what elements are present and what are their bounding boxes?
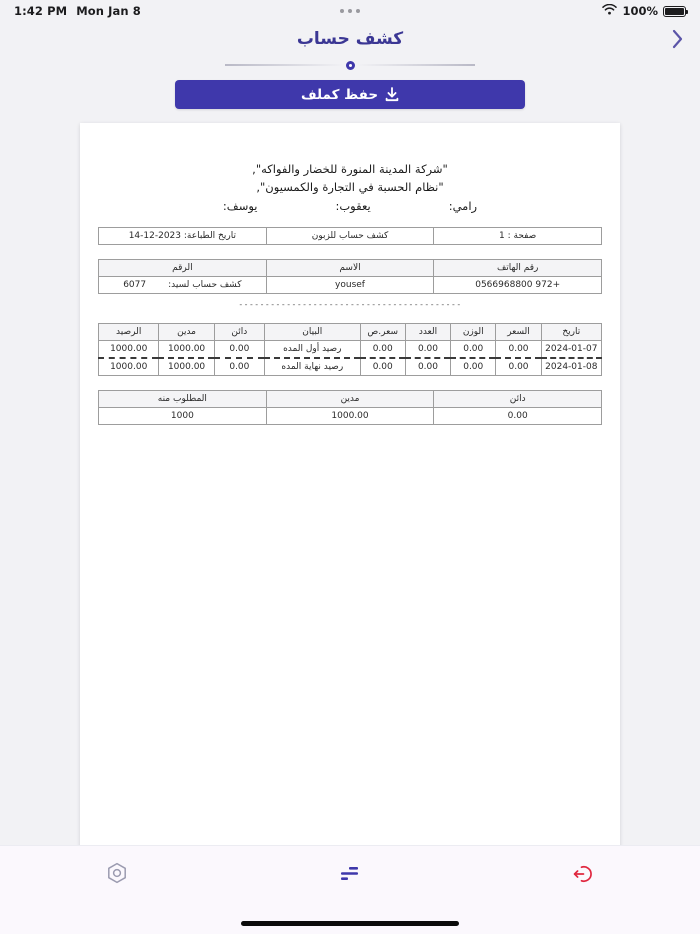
table-row bbox=[99, 276, 602, 293]
col-number: الرقم bbox=[99, 259, 267, 276]
owner-names-row bbox=[98, 199, 602, 213]
print-info-table bbox=[98, 227, 602, 245]
cell-count: 0.00 bbox=[405, 358, 450, 376]
page-number-cell: صفحة : 1 bbox=[434, 227, 602, 244]
col-weight: الوزن bbox=[451, 323, 496, 340]
save-button-label: حفظ كملف bbox=[300, 86, 379, 103]
print-date-cell: تاريخ الطباعة: 2023-12-14 bbox=[99, 227, 267, 244]
cell-balance: 1000.00 bbox=[99, 358, 159, 376]
bottom-tab-bar bbox=[0, 845, 700, 934]
hex-nut-icon bbox=[106, 862, 128, 890]
col-debit-total: مدين bbox=[266, 390, 434, 407]
customer-table bbox=[98, 259, 602, 294]
summary-table bbox=[98, 390, 602, 425]
table-header-row bbox=[99, 323, 602, 340]
battery-icon bbox=[663, 6, 686, 17]
cell-price: 0.00 bbox=[496, 358, 541, 376]
company-name-line: "شركة المدينة المنورة للخضار والفواكه", bbox=[252, 162, 448, 176]
status-bar-right bbox=[602, 4, 686, 18]
cell-due: 1000 bbox=[99, 407, 267, 424]
cell-netprice: 0.00 bbox=[360, 340, 405, 358]
col-count: العدد bbox=[405, 323, 450, 340]
account-number: 6077 bbox=[123, 279, 147, 290]
save-button-wrapper bbox=[0, 74, 700, 109]
table-header-row bbox=[99, 259, 602, 276]
cell-date: 2024-01-08 bbox=[541, 358, 601, 376]
dashed-separator: ------------------------------------------ bbox=[238, 299, 462, 309]
cell-account bbox=[99, 276, 267, 293]
tab-logout[interactable] bbox=[467, 860, 700, 892]
table-row bbox=[99, 358, 602, 376]
document-scroll-area[interactable] bbox=[0, 109, 700, 889]
cell-statement: رصيد أول المده bbox=[265, 340, 361, 358]
stepper-line-right bbox=[225, 64, 344, 66]
list-lines-icon bbox=[338, 865, 362, 887]
owner-name-3: يوسف: bbox=[222, 198, 258, 213]
cell-credit: 0.00 bbox=[214, 358, 264, 376]
cell-balance: 1000.00 bbox=[99, 340, 159, 358]
col-date: تاريخ bbox=[541, 323, 601, 340]
tab-settings[interactable] bbox=[0, 860, 233, 892]
owner-name-2: يعقوب: bbox=[335, 198, 371, 213]
tab-statement[interactable] bbox=[233, 860, 466, 892]
col-balance: الرصيد bbox=[99, 323, 159, 340]
col-phone: رقم الهاتف bbox=[434, 259, 602, 276]
stepper-dot-1[interactable] bbox=[346, 61, 355, 70]
col-credit-total: دائن bbox=[434, 390, 602, 407]
table-header-row bbox=[99, 390, 602, 407]
cell-debit-total: 1000.00 bbox=[266, 407, 434, 424]
account-label: كشف حساب لسيد: bbox=[168, 279, 242, 290]
download-icon bbox=[385, 87, 399, 102]
cell-statement: رصيد نهاية المده bbox=[265, 358, 361, 376]
cell-date: 2024-01-07 bbox=[541, 340, 601, 358]
cell-name: yousef bbox=[266, 276, 434, 293]
multitask-dots-icon[interactable] bbox=[340, 9, 360, 13]
wifi-icon bbox=[602, 4, 617, 18]
col-statement: البيان bbox=[265, 323, 361, 340]
cell-credit-total: 0.00 bbox=[434, 407, 602, 424]
col-credit: دائن bbox=[214, 323, 264, 340]
cell-weight: 0.00 bbox=[451, 340, 496, 358]
col-name: الاسم bbox=[266, 259, 434, 276]
logout-icon bbox=[572, 863, 594, 889]
cell-credit: 0.00 bbox=[214, 340, 264, 358]
cell-count: 0.00 bbox=[405, 340, 450, 358]
stepper-line-left bbox=[357, 64, 476, 66]
cell-debit: 1000.00 bbox=[159, 340, 214, 358]
cell-price: 0.00 bbox=[496, 340, 541, 358]
transactions-table bbox=[98, 323, 602, 376]
owner-name-1: رامي: bbox=[448, 198, 478, 213]
stepper bbox=[0, 56, 700, 74]
nav-bar bbox=[0, 22, 700, 56]
status-bar-left bbox=[14, 4, 141, 18]
report-type-cell: كشف حساب للزبون bbox=[266, 227, 434, 244]
table-row bbox=[99, 407, 602, 424]
cell-netprice: 0.00 bbox=[360, 358, 405, 376]
home-indicator[interactable] bbox=[241, 921, 459, 926]
page-title: كشف حساب bbox=[296, 29, 404, 49]
col-due: المطلوب منه bbox=[99, 390, 267, 407]
document-page bbox=[80, 123, 620, 888]
chevron-right-icon[interactable] bbox=[664, 26, 690, 52]
status-date: Mon Jan 8 bbox=[76, 4, 141, 18]
save-as-file-button[interactable] bbox=[175, 80, 525, 109]
col-price: السعر bbox=[496, 323, 541, 340]
cell-weight: 0.00 bbox=[451, 358, 496, 376]
col-debit: مدين bbox=[159, 323, 214, 340]
status-time: 1:42 PM bbox=[14, 4, 68, 18]
table-row bbox=[99, 227, 602, 244]
status-bar bbox=[0, 0, 700, 22]
battery-percent: 100% bbox=[622, 4, 658, 18]
cell-phone: +972 0566968800 bbox=[434, 276, 602, 293]
col-netprice: سعر.ص bbox=[360, 323, 405, 340]
company-subtitle-line: "نظام الحسبة في التجارة والكمسيون", bbox=[256, 179, 444, 194]
cell-debit: 1000.00 bbox=[159, 358, 214, 376]
table-row bbox=[99, 340, 602, 358]
document-header bbox=[98, 161, 602, 197]
